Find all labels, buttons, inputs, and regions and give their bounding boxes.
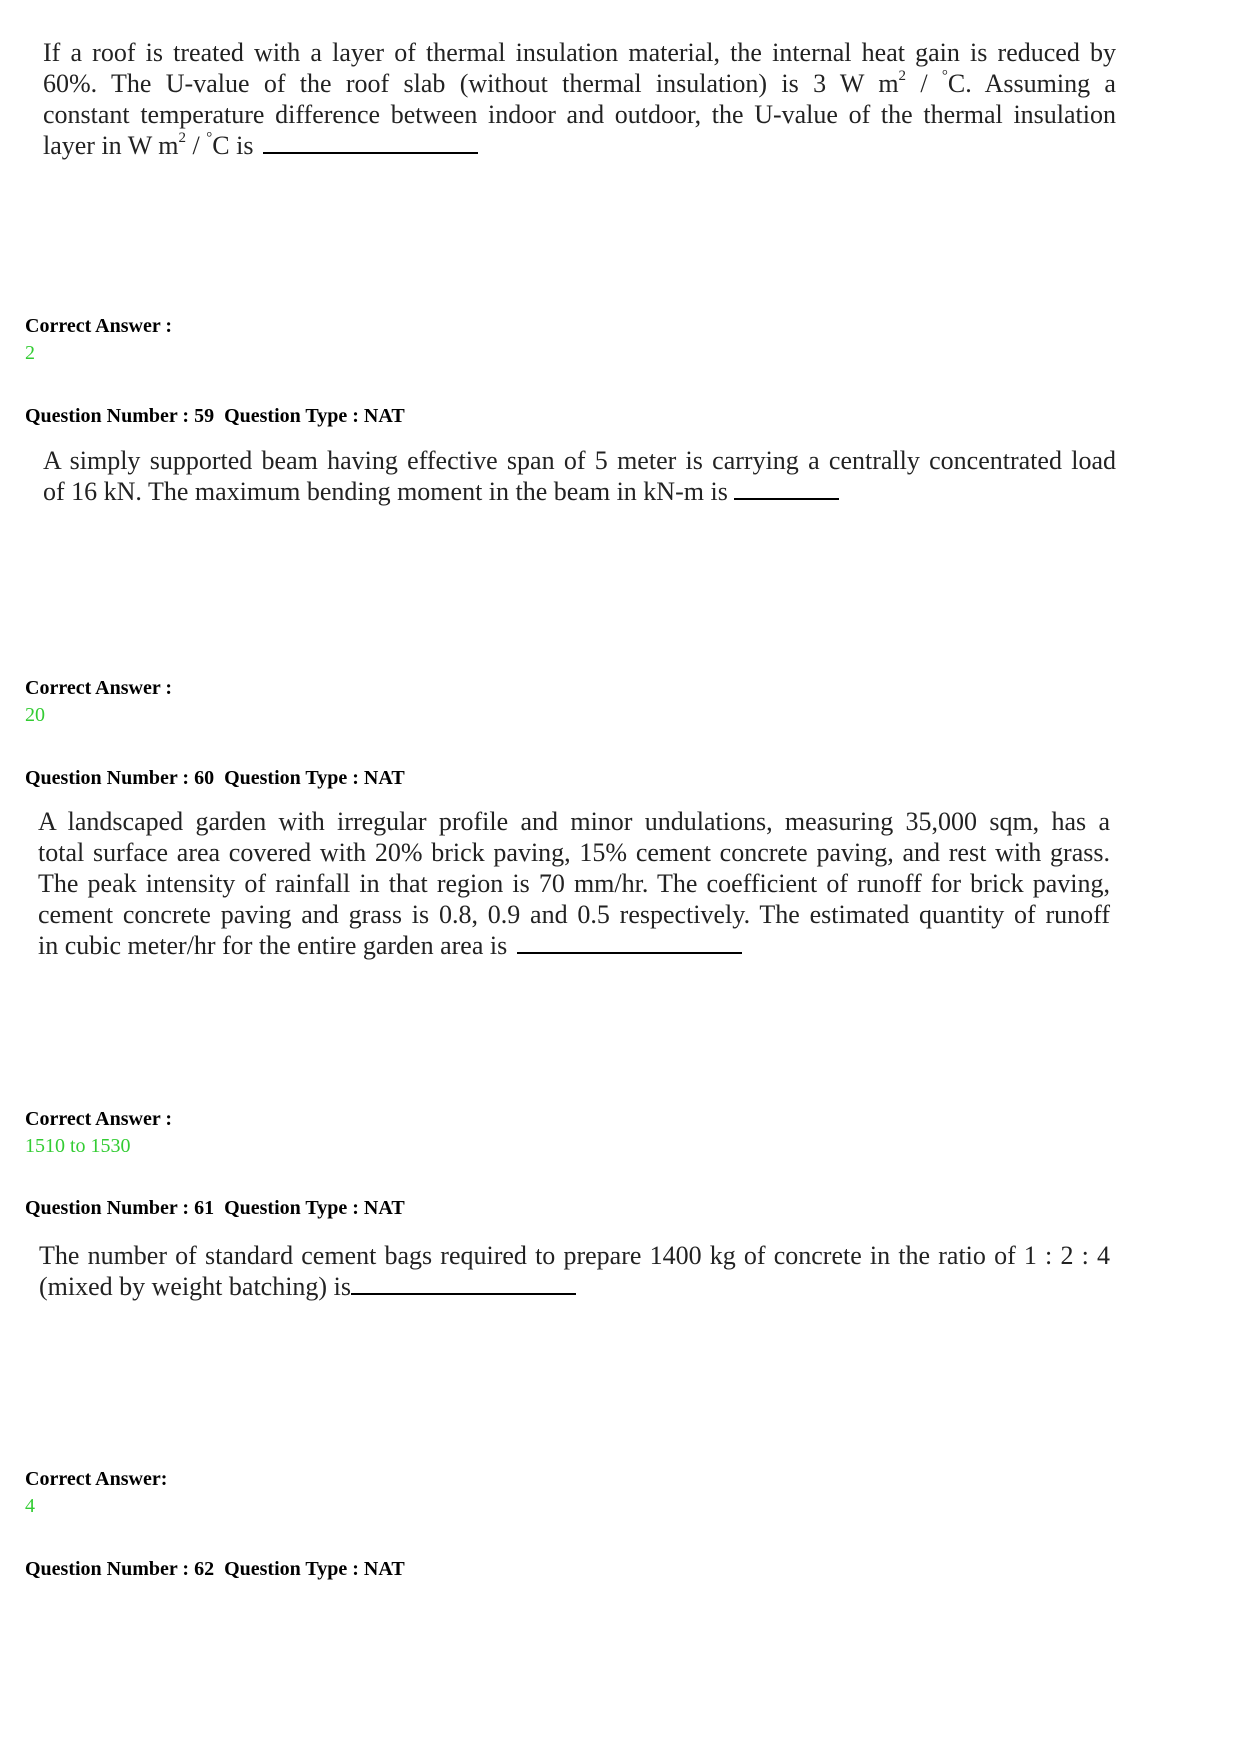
question-60-line-4: cement concrete paving and grass is 0.8, 0.9 and 0.5 respectively. The estimated quantity of runoff bbox=[38, 900, 1110, 929]
correct-answer-value: 1510 to 1530 bbox=[25, 1135, 131, 1157]
question-60-line-5-text: in cubic meter/hr for the entire garden area is bbox=[38, 931, 508, 960]
question-60-line-3: The peak intensity of rainfall in that region is 70 mm/hr. The coefficient of runoff for brick paving, bbox=[38, 869, 1110, 898]
question-58-line-4 bbox=[43, 130, 1116, 161]
correct-answer-label: Correct Answer : bbox=[25, 677, 172, 699]
question-58-line-2a: 60%. The U-value of the roof slab (without thermal insulation) is 3 W m bbox=[43, 69, 899, 98]
answer-blank bbox=[517, 930, 742, 954]
question-58-text bbox=[43, 37, 1116, 161]
question-60-text bbox=[38, 806, 1110, 961]
question-58-line-2c: C. Assuming a bbox=[947, 69, 1116, 98]
question-61-text bbox=[39, 1240, 1110, 1302]
question-header-61: Question Number : 61 Question Type : NAT bbox=[25, 1197, 405, 1219]
question-header-60: Question Number : 60 Question Type : NAT bbox=[25, 767, 405, 789]
superscript: 2 bbox=[898, 68, 907, 85]
correct-answer-value: 4 bbox=[25, 1495, 35, 1517]
question-58-line-2b: / bbox=[906, 69, 942, 98]
question-61-line-1: The number of standard cement bags required to prepare 1400 kg of concrete in the ratio of 1 : 2 : 4 bbox=[39, 1241, 1110, 1270]
question-60-line-2: total surface area covered with 20% brick paving, 15% cement concrete paving, and rest with grass. bbox=[38, 838, 1110, 867]
answer-blank bbox=[351, 1271, 576, 1295]
question-58-line-4b: / bbox=[186, 131, 207, 160]
correct-answer-label: Correct Answer : bbox=[25, 1108, 172, 1130]
question-60-line-1: A landscaped garden with irregular profile and minor undulations, measuring 35,000 sqm, has a bbox=[38, 807, 1110, 836]
question-58-line-2 bbox=[43, 68, 1116, 99]
degree-symbol: ° bbox=[206, 130, 213, 147]
answer-blank bbox=[263, 130, 478, 154]
question-59-line-1: A simply supported beam having effective span of 5 meter is carrying a centrally concentrated load bbox=[43, 446, 1116, 475]
question-header-59: Question Number : 59 Question Type : NAT bbox=[25, 405, 405, 427]
question-58-line-1: If a roof is treated with a layer of thermal insulation material, the internal heat gain is reduced by bbox=[43, 38, 1116, 67]
question-61-line-2 bbox=[39, 1271, 1110, 1302]
question-60-line-5 bbox=[38, 930, 1110, 961]
question-header-62: Question Number : 62 Question Type : NAT bbox=[25, 1558, 405, 1580]
answer-blank bbox=[734, 476, 839, 500]
correct-answer-value: 20 bbox=[25, 704, 45, 726]
question-59-line-2 bbox=[43, 476, 1116, 507]
question-59-line-2-text: of 16 kN. The maximum bending moment in the beam in kN-m is bbox=[43, 477, 728, 506]
superscript: 2 bbox=[178, 130, 187, 147]
question-58-line-4a: layer in W m bbox=[43, 131, 179, 160]
correct-answer-label: Correct Answer: bbox=[25, 1468, 168, 1490]
question-58-line-4c: C is bbox=[212, 131, 254, 160]
correct-answer-label: Correct Answer : bbox=[25, 315, 172, 337]
correct-answer-value: 2 bbox=[25, 342, 35, 364]
degree-symbol: ° bbox=[941, 68, 948, 85]
question-59-text bbox=[43, 445, 1116, 507]
question-61-line-2-text: (mixed by weight batching) is bbox=[39, 1272, 351, 1301]
question-58-line-3: constant temperature difference between indoor and outdoor, the U-value of the thermal insulation bbox=[43, 100, 1116, 129]
